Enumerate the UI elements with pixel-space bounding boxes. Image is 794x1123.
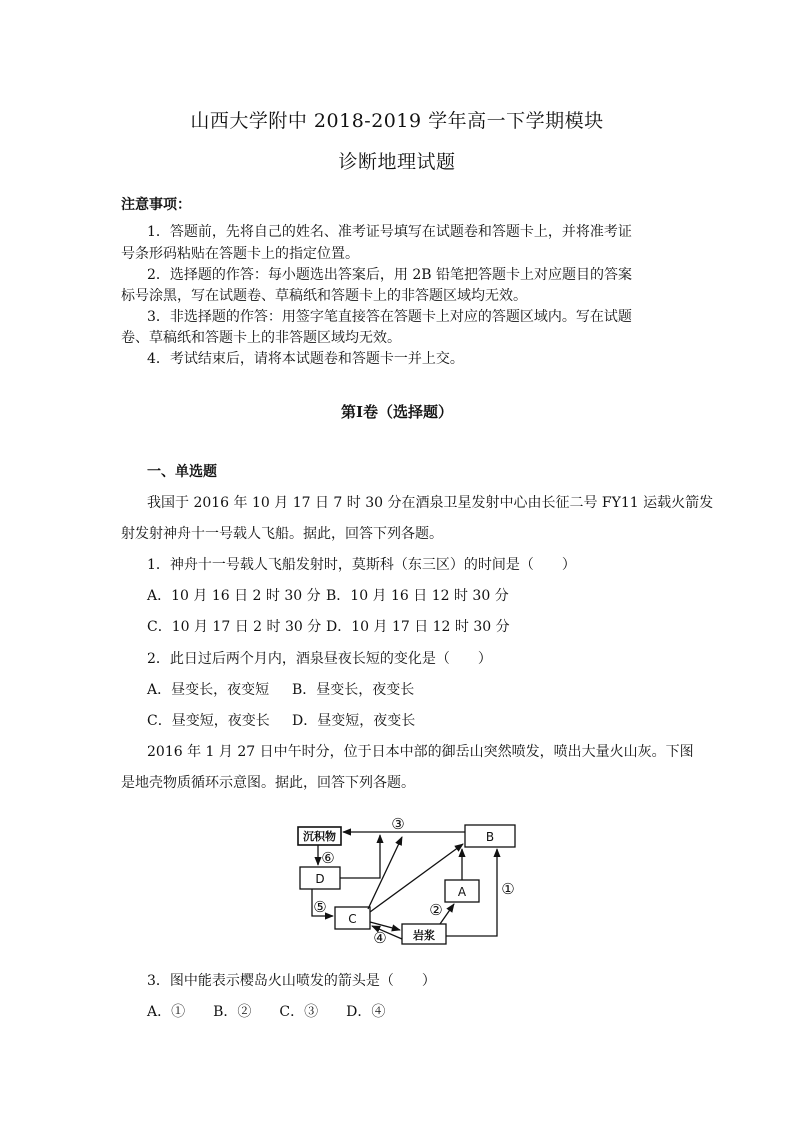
arrow-number-3: ③ <box>391 815 405 833</box>
question-2-option-d: D．昼变短，夜变长 <box>292 713 416 729</box>
question-1-option-b: B．10 月 16 日 12 时 30 分 <box>326 588 509 604</box>
paper-title-line1: 山西大学附中 2018-2019 学年高一下学期模块 <box>190 110 604 132</box>
passage1-line1: 我国于 2016 年 10 月 17 日 7 时 30 分在酒泉卫星发射中心由长征二号 FY11 运载火箭发 <box>147 495 714 511</box>
notice-line: 2．选择题的作答：每小题选出答案后，用 2B 铅笔把答题卡上对应题目的答案 <box>147 267 633 283</box>
box-a-label: A <box>457 885 467 899</box>
notice-line: 4．考试结束后，请将本试题卷和答题卡一并上交。 <box>147 351 464 367</box>
question-3-options: A．① B．② C．③ D．④ <box>147 1004 386 1020</box>
question-2-stem: 2．此日过后两个月内，酒泉昼夜长短的变化是（ ） <box>147 651 492 667</box>
notice-line: 1．答题前，先将自己的姓名、准考证号填写在试题卷和答题卡上，并将准考证 <box>147 224 632 240</box>
notice-line: 号条形码粘贴在答题卡上的指定位置。 <box>121 246 359 262</box>
notice-line: 3．非选择题的作答：用签字笔直接答在答题卡上对应的答题区域内。写在试题 <box>147 309 632 325</box>
box-magma-label: 岩浆 <box>413 929 435 942</box>
question-1-option-a: A．10 月 16 日 2 时 30 分 <box>147 588 321 604</box>
question-3-stem: 3．图中能表示樱岛火山喷发的箭头是（ ） <box>147 973 436 989</box>
subsection-title: 一、单选题 <box>147 464 217 480</box>
passage2-line1: 2016 年 1 月 27 日中午时分，位于日本中部的御岳山突然喷发，喷出大量火山灰。下图 <box>147 744 694 760</box>
arrow-number-5: ⑤ <box>313 898 327 916</box>
section-title: 第Ⅰ卷（选择题） <box>340 403 454 421</box>
arrow-number-1: ① <box>501 880 515 898</box>
question-2-option-c: C．昼变短，夜变长 <box>147 713 270 729</box>
crust-cycle-diagram <box>290 812 530 952</box>
notice-heading: 注意事项： <box>121 197 191 213</box>
paper-title-line2: 诊断地理试题 <box>338 151 456 173</box>
question-1-option-c: C．10 月 17 日 2 时 30 分 <box>147 619 322 635</box>
arrow-number-2: ② <box>429 901 443 919</box>
question-1-stem: 1．神舟十一号载人飞船发射时，莫斯科（东三区）的时间是（ ） <box>147 557 576 573</box>
box-d-label: D <box>315 872 325 886</box>
notice-line: 卷、草稿纸和答题卡上的非答题区域均无效。 <box>121 330 401 346</box>
arrow-number-6: ⑥ <box>321 849 335 867</box>
question-2-option-a: A．昼变长，夜变短 <box>147 682 270 698</box>
box-c-label: C <box>348 912 357 926</box>
notice-line: 标号涂黑，写在试题卷、草稿纸和答题卡上的非答题区域均无效。 <box>121 288 527 304</box>
arrow-number-4: ④ <box>373 929 387 947</box>
question-1-option-d: D．10 月 17 日 12 时 30 分 <box>326 619 510 635</box>
box-sediment-label: 沉积物 <box>303 830 336 843</box>
passage1-line2: 射发射神舟十一号载人飞船。据此，回答下列各题。 <box>121 526 443 542</box>
box-b-label: B <box>485 830 495 844</box>
passage2-line2: 是地壳物质循环示意图。据此，回答下列各题。 <box>121 775 415 791</box>
question-2-option-b: B．昼变长，夜变长 <box>292 682 415 698</box>
